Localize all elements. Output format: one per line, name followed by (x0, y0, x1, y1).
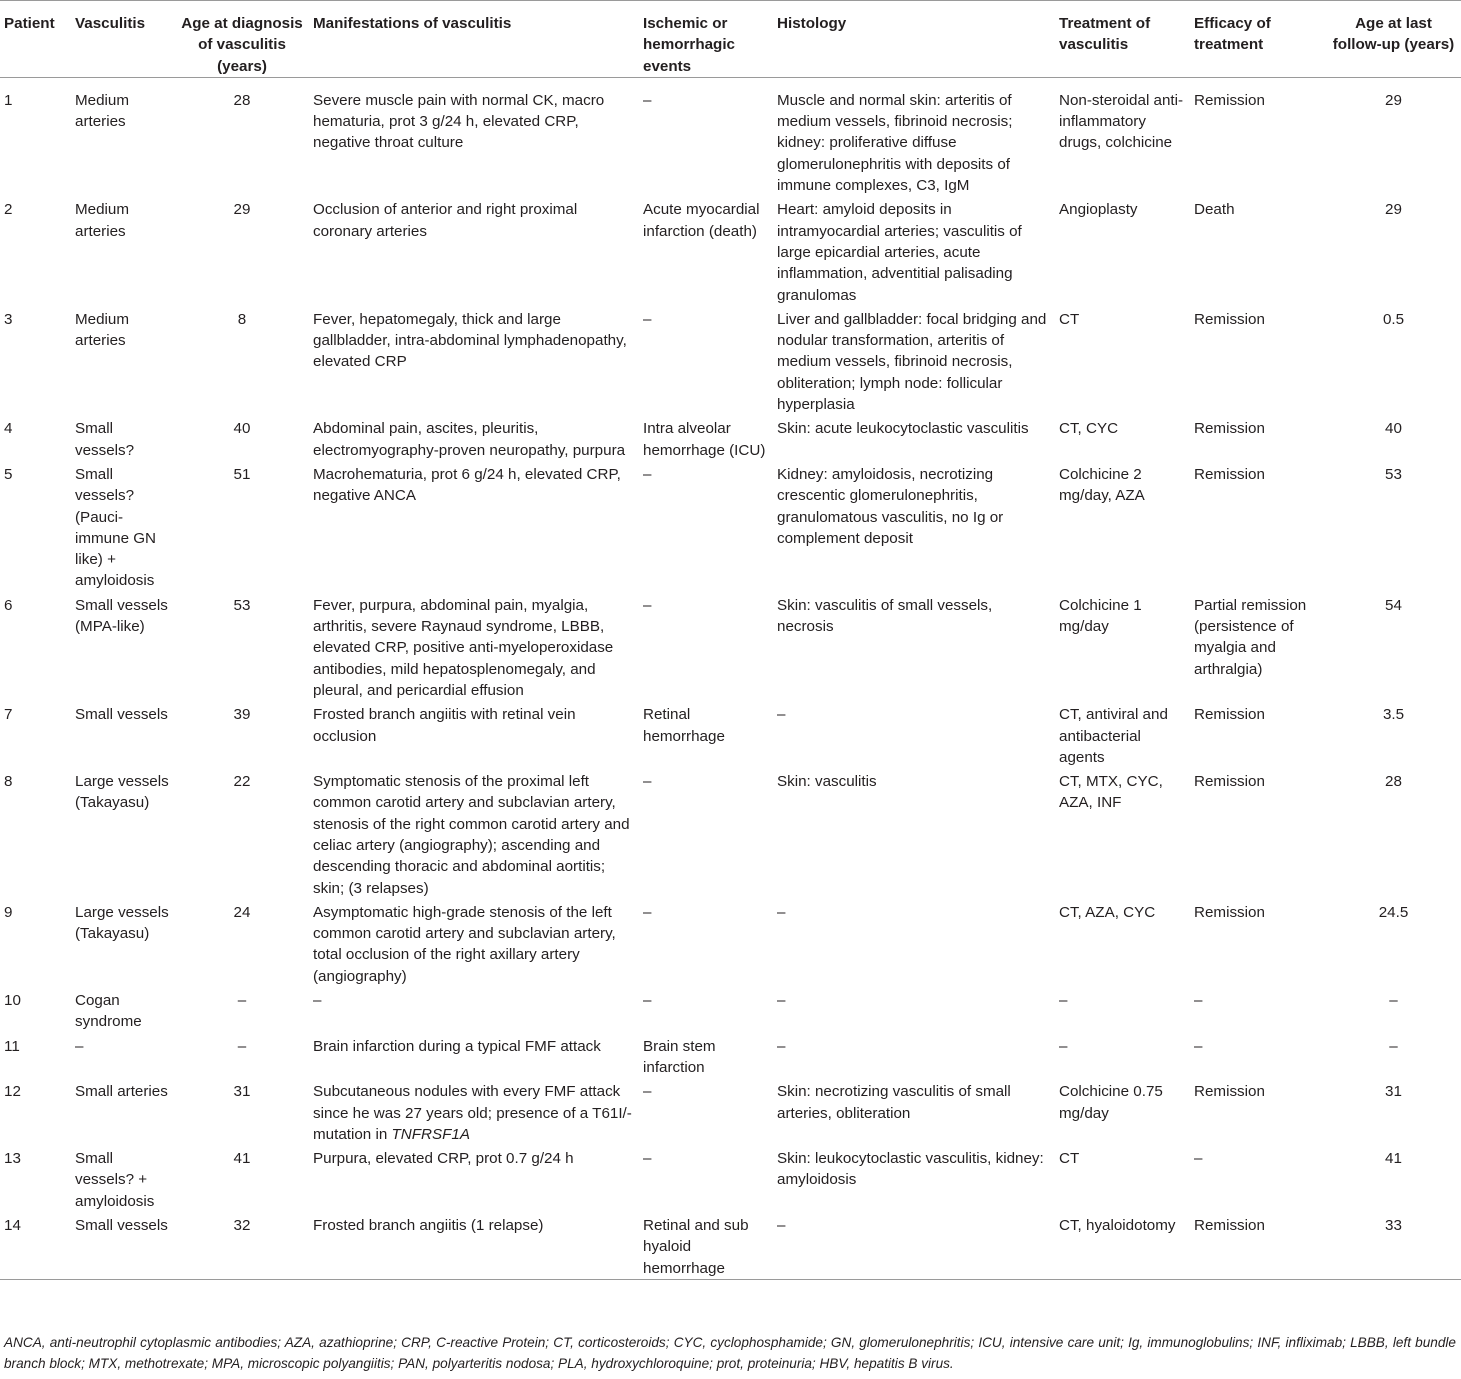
cell-age-last-follow-up (1326, 1212, 1461, 1279)
cell-efficacy (1190, 1078, 1326, 1145)
cell-manifestations (309, 1033, 639, 1079)
cell-vasculitis-text: Small arteries (75, 1083, 168, 1101)
cell-vasculitis-text: Medium arteries (75, 91, 130, 131)
cell-treatment (1055, 899, 1190, 987)
cell-patient (0, 768, 71, 899)
cell-age-last-follow-up-text: 33 (1385, 1217, 1402, 1235)
cell-manifestations-text: Subcutaneous nodules with every FMF attack since he was 27 years old; presence of a T61I/- mutation in (313, 1083, 632, 1143)
cell-patient-text: 7 (4, 706, 13, 724)
cell-histology-text: Skin: necrotizing vasculitis of small arteries, obliteration (777, 1083, 1011, 1122)
cell-age-last-follow-up (1326, 768, 1461, 899)
cell-age-last-follow-up (1326, 592, 1461, 701)
cell-age-at-diagnosis-text: 28 (233, 91, 251, 109)
cell-treatment-text: CT, CYC (1059, 420, 1119, 438)
cell-manifestations (309, 1212, 639, 1279)
cell-age-at-diagnosis-text: 29 (233, 201, 251, 219)
cell-patient (0, 701, 71, 768)
cell-age-at-diagnosis (175, 415, 309, 461)
table-row (0, 1145, 1461, 1212)
cell-efficacy (1190, 196, 1326, 305)
cell-treatment (1055, 987, 1190, 1033)
cell-vasculitis-text: Medium arteries (75, 310, 130, 350)
cell-events-text: – (643, 903, 652, 921)
cell-histology (773, 1145, 1055, 1212)
cell-age-at-diagnosis-text: 8 (237, 310, 247, 328)
cell-patient-text: 8 (4, 773, 13, 791)
cell-age-last-follow-up-text: 29 (1385, 91, 1402, 109)
cell-age-at-diagnosis (175, 461, 309, 592)
cell-treatment (1055, 1078, 1190, 1145)
cell-manifestations (309, 1145, 639, 1212)
cell-age-last-follow-up-text: 29 (1385, 201, 1402, 219)
cell-patient-text: 11 (4, 1037, 20, 1055)
cell-treatment (1055, 196, 1190, 305)
cell-treatment (1055, 592, 1190, 701)
cell-events (639, 899, 773, 987)
cell-events-text: Retinal hemorrhage (643, 706, 725, 745)
header-vasculitis: Vasculitis (71, 1, 175, 78)
cell-efficacy (1190, 768, 1326, 899)
cell-age-at-diagnosis (175, 1078, 309, 1145)
cell-vasculitis (71, 592, 175, 701)
cell-efficacy-text: – (1194, 1150, 1203, 1168)
cell-efficacy-text: Remission (1194, 310, 1265, 328)
cell-events-text: Intra alveolar hemorrhage (ICU) (643, 420, 766, 459)
cell-efficacy (1190, 461, 1326, 592)
cell-manifestations-text: Symptomatic stenosis of the proximal left common carotid artery and subclavian artery, stenosis of the right common carotid artery and celiac artery (angiography); ascending and descending thoracic and abdominal aortitis; skin; (3 relapses) (313, 773, 630, 897)
table-row (0, 1033, 1461, 1079)
header-age-at-diagnosis: Age at diagnosis of vasculitis (years) (175, 1, 309, 78)
cell-events (639, 306, 773, 415)
cell-age-last-follow-up-text: 40 (1385, 420, 1402, 438)
cell-age-at-diagnosis (175, 1212, 309, 1279)
cell-treatment-text: CT, hyaloidotomy (1059, 1217, 1176, 1235)
cell-vasculitis-text: Small vessels? (Pauci-immune GN like) + amyloidosis (75, 465, 157, 590)
header-events: Ischemic or hemorrhagic events (639, 1, 773, 78)
cell-efficacy (1190, 1145, 1326, 1212)
cell-patient-text: 5 (4, 465, 13, 483)
cell-histology (773, 987, 1055, 1033)
cell-vasculitis (71, 415, 175, 461)
cell-treatment-text: Colchicine 2 mg/day, AZA (1059, 465, 1145, 505)
cell-vasculitis (71, 77, 175, 196)
cell-histology (773, 899, 1055, 987)
cell-age-at-diagnosis-text: 24 (233, 903, 251, 921)
cell-age-at-diagnosis-text: 40 (233, 420, 251, 438)
cell-events-text: Brain stem infarction (643, 1037, 716, 1076)
cell-manifestations (309, 899, 639, 987)
cell-age-last-follow-up-text: 53 (1385, 465, 1402, 483)
cell-age-at-diagnosis (175, 306, 309, 415)
cell-manifestations-text: Occlusion of anterior and right proximal coronary arteries (313, 201, 578, 240)
cell-efficacy (1190, 77, 1326, 196)
cell-events (639, 1078, 773, 1145)
cell-efficacy (1190, 1212, 1326, 1279)
cell-vasculitis (71, 1078, 175, 1145)
cell-histology (773, 768, 1055, 899)
cell-treatment (1055, 306, 1190, 415)
cell-histology-text: Heart: amyloid deposits in intramyocardial arteries; vasculitis of large epicardial arteries, acute inflammation, adventitial palisading granulomas (777, 201, 1022, 304)
cell-age-at-diagnosis-text: – (237, 1037, 247, 1055)
cell-events (639, 768, 773, 899)
table-row (0, 415, 1461, 461)
cell-manifestations-text: Frosted branch angiitis with retinal vein occlusion (313, 706, 576, 745)
cell-histology (773, 306, 1055, 415)
cell-age-at-diagnosis (175, 768, 309, 899)
cell-treatment (1055, 1212, 1190, 1279)
cell-events (639, 196, 773, 305)
cell-age-at-diagnosis-text: – (237, 992, 247, 1010)
cell-vasculitis-text: – (75, 1037, 84, 1055)
table-row (0, 592, 1461, 701)
cell-manifestations-text: Fever, hepatomegaly, thick and large gallbladder, intra-abdominal lymphadenopathy, elevated CRP (313, 310, 627, 371)
cell-treatment (1055, 1145, 1190, 1212)
cell-efficacy (1190, 415, 1326, 461)
cell-treatment-text: Angioplasty (1059, 201, 1138, 219)
cell-vasculitis-text: Medium arteries (75, 201, 130, 240)
cell-manifestations-text: Asymptomatic high-grade stenosis of the left common carotid artery and subclavian artery, total occlusion of the right axillary artery (angiography) (313, 903, 616, 985)
cell-efficacy-text: Remission (1194, 420, 1265, 438)
cell-events (639, 461, 773, 592)
cell-age-last-follow-up (1326, 196, 1461, 305)
cell-age-at-diagnosis (175, 987, 309, 1033)
cell-histology (773, 461, 1055, 592)
cell-efficacy-text: Remission (1194, 1217, 1265, 1235)
cell-histology-text: Skin: acute leukocytoclastic vasculitis (777, 420, 1029, 438)
cell-age-last-follow-up-text: 0.5 (1382, 310, 1405, 328)
cell-efficacy (1190, 899, 1326, 987)
header-histology: Histology (773, 1, 1055, 78)
cell-histology-text: Muscle and normal skin: arteritis of medium vessels, fibrinoid necrosis; kidney: proliferative diffuse glomerulonephritis with deposits of immune complexes, C3, IgM (777, 91, 1013, 195)
cell-treatment (1055, 77, 1190, 196)
cell-efficacy-text: Remission (1194, 465, 1265, 483)
cell-histology (773, 701, 1055, 768)
cell-patient (0, 415, 71, 461)
header-efficacy: Efficacy of treatment (1190, 1, 1326, 78)
cell-histology-text: Skin: vasculitis of small vessels, necrosis (777, 596, 993, 636)
cell-vasculitis-text: Cogan syndrome (75, 992, 142, 1031)
cell-patient-text: 4 (4, 420, 13, 438)
cell-patient-text: 3 (4, 310, 13, 328)
cell-manifestations-text: – (313, 992, 322, 1010)
cell-treatment-text: CT, AZA, CYC (1059, 903, 1156, 921)
cell-events-text: Retinal and sub hyaloid hemorrhage (643, 1217, 749, 1277)
cell-treatment (1055, 701, 1190, 768)
cell-age-last-follow-up (1326, 1145, 1461, 1212)
cell-manifestations (309, 306, 639, 415)
cell-efficacy-text: Remission (1194, 706, 1265, 724)
cell-efficacy-text: Partial remission (persistence of myalgia and arthralgia) (1194, 596, 1307, 678)
gene-name: TNFRSF1A (391, 1125, 471, 1143)
cell-age-at-diagnosis-text: 53 (233, 596, 251, 614)
cell-histology (773, 592, 1055, 701)
cell-events (639, 1145, 773, 1212)
cell-events-text: – (643, 1083, 652, 1101)
cell-patient-text: 13 (4, 1150, 21, 1168)
cell-treatment-text: Non-steroidal anti-inflammatory drugs, colchicine (1059, 91, 1184, 152)
cell-patient (0, 1078, 71, 1145)
cell-age-at-diagnosis (175, 1033, 309, 1079)
cell-manifestations (309, 768, 639, 899)
cell-histology-text: Liver and gallbladder: focal bridging and nodular transformation, arteritis of medium vessels, fibrinoid necrosis, obliteration; lymph node: follicular hyperplasia (777, 310, 1047, 414)
cell-manifestations (309, 415, 639, 461)
cell-treatment-text: Colchicine 0.75 mg/day (1059, 1083, 1163, 1122)
cell-vasculitis (71, 1212, 175, 1279)
cell-vasculitis (71, 1033, 175, 1079)
cell-efficacy-text: Remission (1194, 903, 1265, 921)
table-row (0, 987, 1461, 1033)
cell-vasculitis (71, 196, 175, 305)
cell-treatment (1055, 768, 1190, 899)
cell-age-last-follow-up-text: 31 (1385, 1083, 1402, 1101)
cell-manifestations (309, 701, 639, 768)
cell-efficacy-text: – (1194, 1037, 1203, 1055)
cell-treatment-text: CT (1059, 310, 1080, 328)
cell-age-last-follow-up-text: 54 (1385, 596, 1402, 614)
cell-vasculitis (71, 701, 175, 768)
cell-manifestations (309, 1078, 639, 1145)
table-row (0, 701, 1461, 768)
cell-age-at-diagnosis-text: 41 (233, 1150, 251, 1168)
cell-histology (773, 1078, 1055, 1145)
cell-vasculitis-text: Large vessels (Takayasu) (75, 903, 169, 943)
cell-histology (773, 196, 1055, 305)
cell-age-last-follow-up (1326, 1033, 1461, 1079)
cell-treatment (1055, 1033, 1190, 1079)
cell-treatment-text: – (1059, 992, 1068, 1010)
cell-histology-text: Kidney: amyloidosis, necrotizing crescentic glomerulonephritis, granulomatous vasculitis, no Ig or complement deposit (777, 465, 1004, 547)
cell-age-at-diagnosis (175, 196, 309, 305)
cell-age-at-diagnosis (175, 1145, 309, 1212)
cell-events-text: – (643, 465, 652, 483)
cell-manifestations (309, 77, 639, 196)
cell-vasculitis (71, 899, 175, 987)
cell-histology-text: Skin: vasculitis (777, 773, 877, 791)
cell-efficacy-text: – (1194, 992, 1203, 1010)
cell-vasculitis (71, 461, 175, 592)
cell-patient (0, 1145, 71, 1212)
cell-age-at-diagnosis-text: 32 (233, 1217, 251, 1235)
table-footnote: ANCA, anti-neutrophil cytoplasmic antibodies; AZA, azathioprine; CRP, C-reactive Protein; CT, corticosteroids; CYC, cyclophosphamide; GN, glomerulonephritis; ICU, intensive care unit; Ig, immunoglobulins; INF, infliximab; LBBB, left bundle branch block; MTX, methotrexate; MPA, microscopic polyangiitis; PAN, polyarteritis nodosa; PLA, hydroxychloroquine; prot, proteinuria; HBV, hepatitis B virus. (4, 1335, 1456, 1371)
cell-age-last-follow-up (1326, 1078, 1461, 1145)
cell-patient (0, 987, 71, 1033)
cell-histology (773, 415, 1055, 461)
cell-patient-text: 1 (4, 91, 13, 109)
cell-events-text: – (643, 1150, 652, 1168)
cell-patient (0, 306, 71, 415)
cell-manifestations (309, 196, 639, 305)
cell-events-text: – (643, 773, 652, 791)
cell-patient (0, 899, 71, 987)
cell-vasculitis-text: Small vessels? + amyloidosis (75, 1150, 155, 1210)
cell-age-last-follow-up-text: – (1389, 1037, 1398, 1055)
table-row (0, 306, 1461, 415)
cell-age-at-diagnosis-text: 22 (233, 773, 251, 791)
cell-vasculitis (71, 1145, 175, 1212)
cell-treatment-text: CT (1059, 1150, 1080, 1168)
cell-age-at-diagnosis-text: 39 (233, 706, 251, 724)
cell-histology-text: – (777, 706, 786, 724)
cell-histology-text: – (777, 1037, 786, 1055)
header-age-last-follow-up: Age at last follow-up (years) (1326, 1, 1461, 78)
cell-manifestations-text: Purpura, elevated CRP, prot 0.7 g/24 h (313, 1150, 574, 1168)
cell-vasculitis-text: Small vessels (75, 1217, 168, 1235)
cell-vasculitis (71, 987, 175, 1033)
cell-patient (0, 1033, 71, 1079)
cell-patient (0, 1212, 71, 1279)
cell-events-text: – (643, 91, 652, 109)
table-row (0, 768, 1461, 899)
cell-patient (0, 196, 71, 305)
cell-manifestations-text: Abdominal pain, ascites, pleuritis, electromyography-proven neuropathy, purpura (313, 420, 626, 459)
cell-patient-text: 10 (4, 992, 21, 1010)
cell-efficacy-text: Remission (1194, 91, 1265, 109)
cell-histology (773, 77, 1055, 196)
cell-vasculitis (71, 306, 175, 415)
cell-treatment-text: – (1059, 1037, 1068, 1055)
table-row (0, 1212, 1461, 1279)
cell-patient-text: 6 (4, 596, 13, 614)
cell-events-text: – (643, 310, 652, 328)
cell-efficacy (1190, 306, 1326, 415)
cell-efficacy-text: Death (1194, 201, 1235, 219)
header-treatment: Treatment of vasculitis (1055, 1, 1190, 78)
cell-events (639, 77, 773, 196)
cell-patient (0, 592, 71, 701)
cell-treatment-text: CT, antiviral and antibacterial agents (1059, 706, 1168, 766)
cell-age-last-follow-up (1326, 306, 1461, 415)
cell-age-last-follow-up (1326, 415, 1461, 461)
cell-patient (0, 461, 71, 592)
header-manifestations: Manifestations of vasculitis (309, 1, 639, 78)
cell-age-last-follow-up (1326, 899, 1461, 987)
cell-age-last-follow-up (1326, 701, 1461, 768)
cell-manifestations-text: Severe muscle pain with normal CK, macro hematuria, prot 3 g/24 h, elevated CRP, negative throat culture (313, 91, 605, 152)
cell-vasculitis (71, 768, 175, 899)
cell-patient-text: 9 (4, 903, 13, 921)
header-row (0, 1, 1461, 78)
cell-age-at-diagnosis-text: 51 (233, 465, 251, 483)
cell-age-last-follow-up (1326, 987, 1461, 1033)
cell-patient-text: 14 (4, 1217, 21, 1235)
cell-efficacy-text: Remission (1194, 1083, 1265, 1101)
cell-events-text: Acute myocardial infarction (death) (643, 201, 760, 240)
cell-manifestations-text: Brain infarction during a typical FMF attack (313, 1037, 601, 1055)
cell-age-at-diagnosis (175, 701, 309, 768)
cell-manifestations (309, 461, 639, 592)
cell-age-last-follow-up-text: – (1389, 992, 1398, 1010)
cell-histology-text: – (777, 992, 786, 1010)
cell-events-text: – (643, 596, 652, 614)
cell-histology-text: – (777, 903, 786, 921)
cell-treatment (1055, 415, 1190, 461)
cell-vasculitis-text: Small vessels (75, 706, 168, 724)
cell-age-at-diagnosis (175, 77, 309, 196)
cell-manifestations (309, 592, 639, 701)
cell-age-at-diagnosis-text: 31 (233, 1083, 251, 1101)
table-header (0, 1, 1461, 78)
cell-age-at-diagnosis (175, 592, 309, 701)
cell-efficacy (1190, 987, 1326, 1033)
table-row (0, 196, 1461, 305)
cell-efficacy (1190, 592, 1326, 701)
cell-age-at-diagnosis (175, 899, 309, 987)
table-row (0, 1078, 1461, 1145)
cell-events (639, 701, 773, 768)
cell-vasculitis-text: Small vessels? (75, 420, 135, 459)
cell-age-last-follow-up-text: 28 (1385, 773, 1402, 791)
cell-age-last-follow-up-text: 24.5 (1378, 903, 1409, 921)
cell-treatment-text: CT, MTX, CYC, AZA, INF (1059, 773, 1163, 812)
cell-patient (0, 77, 71, 196)
table-row (0, 899, 1461, 987)
cell-vasculitis-text: Large vessels (Takayasu) (75, 773, 169, 812)
cell-age-last-follow-up-text: 3.5 (1382, 706, 1405, 724)
cell-vasculitis-text: Small vessels (MPA-like) (75, 596, 168, 636)
cell-patient-text: 2 (4, 201, 13, 219)
cell-manifestations (309, 987, 639, 1033)
table-body (0, 77, 1461, 1279)
cell-events-text: – (643, 992, 652, 1010)
cell-events (639, 415, 773, 461)
table-row (0, 461, 1461, 592)
cell-efficacy (1190, 1033, 1326, 1079)
cell-efficacy-text: Remission (1194, 773, 1265, 791)
cell-events (639, 592, 773, 701)
cell-age-last-follow-up-text: 41 (1385, 1150, 1402, 1168)
cell-manifestations-text: Macrohematuria, prot 6 g/24 h, elevated CRP, negative ANCA (313, 465, 621, 505)
cell-patient-text: 12 (4, 1083, 21, 1101)
cell-histology-text: – (777, 1217, 786, 1235)
header-patient: Patient (0, 1, 71, 78)
table-row (0, 77, 1461, 196)
cell-efficacy (1190, 701, 1326, 768)
cell-events (639, 1033, 773, 1079)
cell-age-last-follow-up (1326, 461, 1461, 592)
cell-histology-text: Skin: leukocytoclastic vasculitis, kidney: amyloidosis (777, 1150, 1044, 1189)
cell-events (639, 1212, 773, 1279)
cell-events (639, 987, 773, 1033)
cell-age-last-follow-up (1326, 77, 1461, 196)
cell-treatment (1055, 461, 1190, 592)
cell-histology (773, 1212, 1055, 1279)
cell-manifestations-text: Frosted branch angiitis (1 relapse) (313, 1217, 544, 1235)
cell-histology (773, 1033, 1055, 1079)
cell-manifestations-text: Fever, purpura, abdominal pain, myalgia, arthritis, severe Raynaud syndrome, LBBB, elevated CRP, positive anti-myeloperoxidase antibodies, mild hepatosplenomegaly, and pleural, and pericardial effusion (313, 596, 614, 699)
cell-treatment-text: Colchicine 1 mg/day (1059, 596, 1142, 636)
